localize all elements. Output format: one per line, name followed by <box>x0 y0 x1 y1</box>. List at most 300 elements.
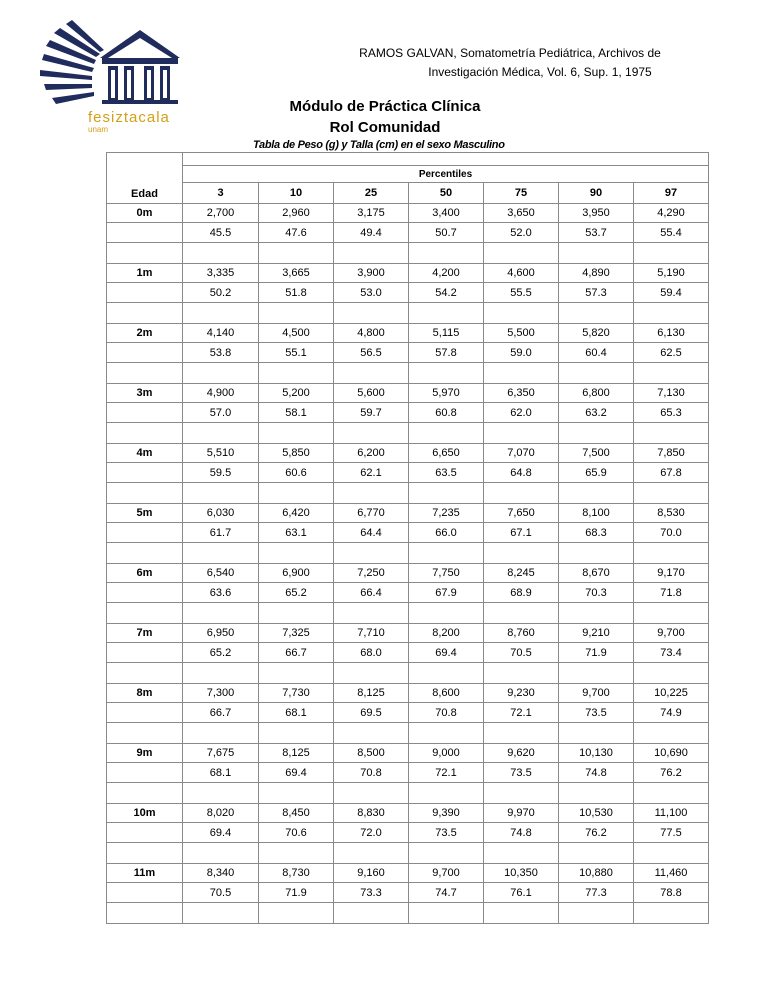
spacer-cell <box>107 423 183 444</box>
height-cell: 73.3 <box>334 883 409 903</box>
weight-cell: 10,880 <box>559 864 634 883</box>
spacer-cell <box>259 363 334 384</box>
weight-cell: 8,200 <box>409 624 484 643</box>
height-cell: 70.3 <box>559 583 634 603</box>
height-cell: 59.4 <box>634 283 709 303</box>
table-row-height <box>107 523 709 543</box>
weight-cell: 7,070 <box>484 444 559 463</box>
height-cell: 70.8 <box>409 703 484 723</box>
weight-cell: 5,510 <box>183 444 259 463</box>
height-cell: 52.0 <box>484 223 559 243</box>
table-header-columns-row <box>107 183 709 204</box>
age-cell-empty <box>107 403 183 423</box>
age-cell-empty <box>107 883 183 903</box>
age-cell-empty <box>107 523 183 543</box>
height-cell: 71.9 <box>259 883 334 903</box>
spacer-cell <box>107 663 183 684</box>
weight-cell: 4,800 <box>334 324 409 343</box>
table-row-weight <box>107 684 709 703</box>
height-cell: 63.6 <box>183 583 259 603</box>
height-cell: 76.2 <box>559 823 634 843</box>
percentiles-label: Percentiles <box>183 166 709 183</box>
height-cell: 76.1 <box>484 883 559 903</box>
percentile-column-header: 50 <box>409 183 484 204</box>
weight-cell: 7,130 <box>634 384 709 403</box>
weight-cell: 8,600 <box>409 684 484 703</box>
height-cell: 45.5 <box>183 223 259 243</box>
weight-cell: 5,115 <box>409 324 484 343</box>
age-cell: 5m <box>107 504 183 523</box>
spacer-cell <box>183 723 259 744</box>
spacer-cell <box>559 243 634 264</box>
age-cell: 2m <box>107 324 183 343</box>
height-cell: 73.4 <box>634 643 709 663</box>
weight-cell: 8,125 <box>259 744 334 763</box>
height-cell: 69.4 <box>183 823 259 843</box>
percentile-column-header: 75 <box>484 183 559 204</box>
spacer-cell <box>259 783 334 804</box>
weight-cell: 10,130 <box>559 744 634 763</box>
height-cell: 70.5 <box>183 883 259 903</box>
height-cell: 55.5 <box>484 283 559 303</box>
age-cell: 9m <box>107 744 183 763</box>
table-row-height <box>107 463 709 483</box>
weight-cell: 10,350 <box>484 864 559 883</box>
weight-cell: 9,230 <box>484 684 559 703</box>
weight-cell: 7,325 <box>259 624 334 643</box>
height-cell: 68.1 <box>259 703 334 723</box>
weight-cell: 8,730 <box>259 864 334 883</box>
table-row-spacer <box>107 783 709 804</box>
height-cell: 65.3 <box>634 403 709 423</box>
spacer-cell <box>484 423 559 444</box>
weight-cell: 8,340 <box>183 864 259 883</box>
table-row-height <box>107 583 709 603</box>
weight-cell: 5,600 <box>334 384 409 403</box>
age-cell-empty <box>107 283 183 303</box>
height-cell: 69.4 <box>259 763 334 783</box>
height-cell: 70.6 <box>259 823 334 843</box>
spacer-cell <box>559 423 634 444</box>
table-row-spacer <box>107 603 709 624</box>
weight-cell: 9,700 <box>409 864 484 883</box>
height-cell: 73.5 <box>559 703 634 723</box>
spacer-cell <box>409 783 484 804</box>
table-row-height <box>107 343 709 363</box>
spacer-cell <box>484 663 559 684</box>
age-cell: 1m <box>107 264 183 283</box>
table-row-weight <box>107 564 709 583</box>
height-cell: 64.8 <box>484 463 559 483</box>
spacer-cell <box>559 483 634 504</box>
table-row-spacer <box>107 363 709 384</box>
table-row-height <box>107 283 709 303</box>
page-title <box>225 96 545 138</box>
weight-cell: 7,235 <box>409 504 484 523</box>
height-cell: 60.4 <box>559 343 634 363</box>
spacer-cell <box>259 663 334 684</box>
height-cell: 74.8 <box>484 823 559 843</box>
fes-iztacala-logo <box>36 14 186 136</box>
weight-cell: 8,530 <box>634 504 709 523</box>
table-row-height <box>107 703 709 723</box>
height-cell: 68.3 <box>559 523 634 543</box>
height-cell: 50.7 <box>409 223 484 243</box>
height-cell: 74.7 <box>409 883 484 903</box>
spacer-cell <box>634 603 709 624</box>
spacer-cell <box>107 903 183 924</box>
weight-cell: 6,420 <box>259 504 334 523</box>
height-cell: 57.0 <box>183 403 259 423</box>
age-cell: 8m <box>107 684 183 703</box>
spacer-cell <box>107 723 183 744</box>
weight-cell: 9,700 <box>559 684 634 703</box>
height-cell: 57.3 <box>559 283 634 303</box>
spacer-cell <box>634 243 709 264</box>
weight-cell: 7,675 <box>183 744 259 763</box>
spacer-cell <box>183 243 259 264</box>
table-row-spacer <box>107 903 709 924</box>
height-cell: 78.8 <box>634 883 709 903</box>
spacer-cell <box>484 243 559 264</box>
edad-label: Edad <box>131 188 158 200</box>
height-cell: 68.9 <box>484 583 559 603</box>
spacer-cell <box>334 723 409 744</box>
weight-cell: 3,900 <box>334 264 409 283</box>
age-cell: 4m <box>107 444 183 463</box>
height-cell: 66.7 <box>259 643 334 663</box>
table-row-weight <box>107 504 709 523</box>
age-cell-empty <box>107 343 183 363</box>
spacer-cell <box>183 603 259 624</box>
age-cell: 10m <box>107 804 183 823</box>
weight-cell: 5,500 <box>484 324 559 343</box>
height-cell: 74.8 <box>559 763 634 783</box>
spacer-cell <box>409 303 484 324</box>
spacer-cell <box>107 483 183 504</box>
spacer-cell <box>409 903 484 924</box>
height-cell: 67.9 <box>409 583 484 603</box>
height-cell: 69.5 <box>334 703 409 723</box>
spacer-cell <box>334 423 409 444</box>
spacer-cell <box>484 303 559 324</box>
weight-cell: 3,175 <box>334 204 409 223</box>
weight-cell: 7,730 <box>259 684 334 703</box>
height-cell: 66.4 <box>334 583 409 603</box>
spacer-cell <box>409 543 484 564</box>
spacer-cell <box>634 663 709 684</box>
height-cell: 61.7 <box>183 523 259 543</box>
spacer-cell <box>334 903 409 924</box>
age-cell-empty <box>107 703 183 723</box>
weight-cell: 7,710 <box>334 624 409 643</box>
weight-cell: 6,130 <box>634 324 709 343</box>
spacer-cell <box>559 843 634 864</box>
age-cell-empty <box>107 223 183 243</box>
table-row-weight <box>107 624 709 643</box>
weight-cell: 5,190 <box>634 264 709 283</box>
spacer-cell <box>107 603 183 624</box>
weight-cell: 6,950 <box>183 624 259 643</box>
percentile-column-header: 25 <box>334 183 409 204</box>
height-cell: 54.2 <box>409 283 484 303</box>
weight-cell: 9,700 <box>634 624 709 643</box>
weight-cell: 6,800 <box>559 384 634 403</box>
spacer-cell <box>634 543 709 564</box>
spacer-cell <box>107 543 183 564</box>
spacer-cell <box>334 663 409 684</box>
table-row-height <box>107 223 709 243</box>
spacer-cell <box>484 903 559 924</box>
weight-cell: 6,770 <box>334 504 409 523</box>
weight-cell: 3,665 <box>259 264 334 283</box>
height-cell: 49.4 <box>334 223 409 243</box>
height-cell: 67.1 <box>484 523 559 543</box>
weight-cell: 8,760 <box>484 624 559 643</box>
weight-cell: 7,300 <box>183 684 259 703</box>
spacer-cell <box>484 363 559 384</box>
spacer-cell <box>634 303 709 324</box>
spacer-cell <box>409 603 484 624</box>
spacer-cell <box>183 843 259 864</box>
title-line-1: Módulo de Práctica Clínica <box>289 98 481 115</box>
weight-cell: 6,030 <box>183 504 259 523</box>
height-cell: 59.5 <box>183 463 259 483</box>
spacer-cell <box>634 723 709 744</box>
spacer-cell <box>183 483 259 504</box>
spacer-cell <box>409 723 484 744</box>
table-row-spacer <box>107 843 709 864</box>
weight-cell: 3,335 <box>183 264 259 283</box>
height-cell: 47.6 <box>259 223 334 243</box>
spacer-cell <box>183 903 259 924</box>
table-row-weight <box>107 324 709 343</box>
percentile-column-header: 97 <box>634 183 709 204</box>
spacer-cell <box>334 543 409 564</box>
height-cell: 70.0 <box>634 523 709 543</box>
spacer-cell <box>484 483 559 504</box>
percentile-column-header: 90 <box>559 183 634 204</box>
spacer-cell <box>334 783 409 804</box>
table-row-weight <box>107 264 709 283</box>
table-subtitle: Tabla de Peso (g) y Talla (cm) en el sexo Masculino <box>253 139 505 151</box>
table-row-height <box>107 763 709 783</box>
height-cell: 69.4 <box>409 643 484 663</box>
table-row-spacer <box>107 663 709 684</box>
weight-cell: 7,650 <box>484 504 559 523</box>
weight-cell: 8,125 <box>334 684 409 703</box>
table-row-spacer <box>107 723 709 744</box>
spacer-cell <box>183 543 259 564</box>
height-cell: 51.8 <box>259 283 334 303</box>
age-cell: 3m <box>107 384 183 403</box>
spacer-cell <box>259 843 334 864</box>
table-row-weight <box>107 444 709 463</box>
weight-cell: 10,225 <box>634 684 709 703</box>
height-cell: 71.9 <box>559 643 634 663</box>
percentile-column-header: 3 <box>183 183 259 204</box>
table-row-weight <box>107 804 709 823</box>
height-cell: 77.5 <box>634 823 709 843</box>
height-cell: 70.5 <box>484 643 559 663</box>
table-row-weight <box>107 744 709 763</box>
weight-cell: 9,620 <box>484 744 559 763</box>
table-row-height <box>107 643 709 663</box>
spacer-cell <box>183 663 259 684</box>
weight-cell: 9,000 <box>409 744 484 763</box>
weight-cell: 5,850 <box>259 444 334 463</box>
height-cell: 56.5 <box>334 343 409 363</box>
height-cell: 68.0 <box>334 643 409 663</box>
weight-cell: 2,700 <box>183 204 259 223</box>
spacer-cell <box>634 783 709 804</box>
weight-cell: 8,500 <box>334 744 409 763</box>
weight-cell: 4,200 <box>409 264 484 283</box>
weight-cell: 6,900 <box>259 564 334 583</box>
weight-cell: 6,200 <box>334 444 409 463</box>
age-cell: 11m <box>107 864 183 883</box>
spacer-cell <box>559 783 634 804</box>
spacer-cell <box>183 363 259 384</box>
weight-cell: 8,830 <box>334 804 409 823</box>
weight-cell: 9,210 <box>559 624 634 643</box>
weight-cell: 3,400 <box>409 204 484 223</box>
spacer-cell <box>409 423 484 444</box>
weight-cell: 9,170 <box>634 564 709 583</box>
spacer-cell <box>634 483 709 504</box>
spacer-cell <box>183 303 259 324</box>
spacer-cell <box>259 423 334 444</box>
spacer-cell <box>634 423 709 444</box>
weight-cell: 6,350 <box>484 384 559 403</box>
table-row-spacer <box>107 243 709 264</box>
weight-cell: 8,245 <box>484 564 559 583</box>
height-cell: 65.2 <box>259 583 334 603</box>
age-cell: 7m <box>107 624 183 643</box>
weight-cell: 8,100 <box>559 504 634 523</box>
spacer-cell <box>334 603 409 624</box>
age-cell: 0m <box>107 204 183 223</box>
spacer-cell <box>107 783 183 804</box>
spacer-cell <box>559 363 634 384</box>
source-citation <box>300 44 720 82</box>
height-cell: 59.0 <box>484 343 559 363</box>
table-row-spacer <box>107 303 709 324</box>
spacer-cell <box>634 903 709 924</box>
height-cell: 65.9 <box>559 463 634 483</box>
spacer-cell <box>107 843 183 864</box>
table-header-top-row <box>107 153 709 166</box>
table-row-spacer <box>107 483 709 504</box>
height-cell: 63.2 <box>559 403 634 423</box>
table-header-percentiles-row <box>107 166 709 183</box>
height-cell: 73.5 <box>409 823 484 843</box>
spacer-cell <box>484 543 559 564</box>
weight-height-table <box>106 152 709 924</box>
spacer-cell <box>259 243 334 264</box>
height-cell: 65.2 <box>183 643 259 663</box>
spacer-cell <box>334 843 409 864</box>
height-cell: 76.2 <box>634 763 709 783</box>
weight-cell: 7,850 <box>634 444 709 463</box>
weight-cell: 3,650 <box>484 204 559 223</box>
height-cell: 63.1 <box>259 523 334 543</box>
spacer-cell <box>183 423 259 444</box>
weight-cell: 4,290 <box>634 204 709 223</box>
weight-cell: 11,100 <box>634 804 709 823</box>
height-cell: 62.5 <box>634 343 709 363</box>
weight-cell: 3,950 <box>559 204 634 223</box>
logo-sub: unam <box>88 125 109 134</box>
height-cell: 62.1 <box>334 463 409 483</box>
height-cell: 58.1 <box>259 403 334 423</box>
weight-cell: 5,820 <box>559 324 634 343</box>
age-cell-empty <box>107 763 183 783</box>
weight-cell: 8,670 <box>559 564 634 583</box>
weight-cell: 8,020 <box>183 804 259 823</box>
source-line-2: Investigación Médica, Vol. 6, Sup. 1, 1975 <box>428 65 652 79</box>
spacer-cell <box>484 783 559 804</box>
age-cell-empty <box>107 463 183 483</box>
height-cell: 72.1 <box>484 703 559 723</box>
weight-cell: 7,750 <box>409 564 484 583</box>
age-cell: 6m <box>107 564 183 583</box>
height-cell: 60.8 <box>409 403 484 423</box>
table-row-height <box>107 883 709 903</box>
height-cell: 53.0 <box>334 283 409 303</box>
weight-cell: 10,690 <box>634 744 709 763</box>
spacer-cell <box>334 303 409 324</box>
spacer-cell <box>334 243 409 264</box>
spacer-cell <box>559 903 634 924</box>
height-cell: 77.3 <box>559 883 634 903</box>
spacer-cell <box>259 723 334 744</box>
height-cell: 72.1 <box>409 763 484 783</box>
weight-cell: 4,890 <box>559 264 634 283</box>
spacer-cell <box>409 363 484 384</box>
spacer-cell <box>259 303 334 324</box>
weight-cell: 6,540 <box>183 564 259 583</box>
weight-cell: 9,390 <box>409 804 484 823</box>
weight-cell: 7,250 <box>334 564 409 583</box>
weight-cell: 10,530 <box>559 804 634 823</box>
spacer-cell <box>107 363 183 384</box>
spacer-cell <box>409 483 484 504</box>
table-row-weight <box>107 204 709 223</box>
spacer-cell <box>107 243 183 264</box>
weight-cell: 4,140 <box>183 324 259 343</box>
height-cell: 67.8 <box>634 463 709 483</box>
age-cell-empty <box>107 643 183 663</box>
spacer-cell <box>559 303 634 324</box>
height-cell: 59.7 <box>334 403 409 423</box>
header-top-spacer <box>183 153 709 166</box>
table-row-height <box>107 403 709 423</box>
spacer-cell <box>259 483 334 504</box>
age-cell-empty <box>107 583 183 603</box>
height-cell: 63.5 <box>409 463 484 483</box>
spacer-cell <box>634 363 709 384</box>
height-cell: 71.8 <box>634 583 709 603</box>
weight-cell: 11,460 <box>634 864 709 883</box>
logo-wordmark: fesiztacala <box>88 109 170 126</box>
table-row-height <box>107 823 709 843</box>
spacer-cell <box>259 603 334 624</box>
weight-cell: 4,500 <box>259 324 334 343</box>
weight-cell: 9,970 <box>484 804 559 823</box>
percentile-column-header: 10 <box>259 183 334 204</box>
age-cell-empty <box>107 823 183 843</box>
